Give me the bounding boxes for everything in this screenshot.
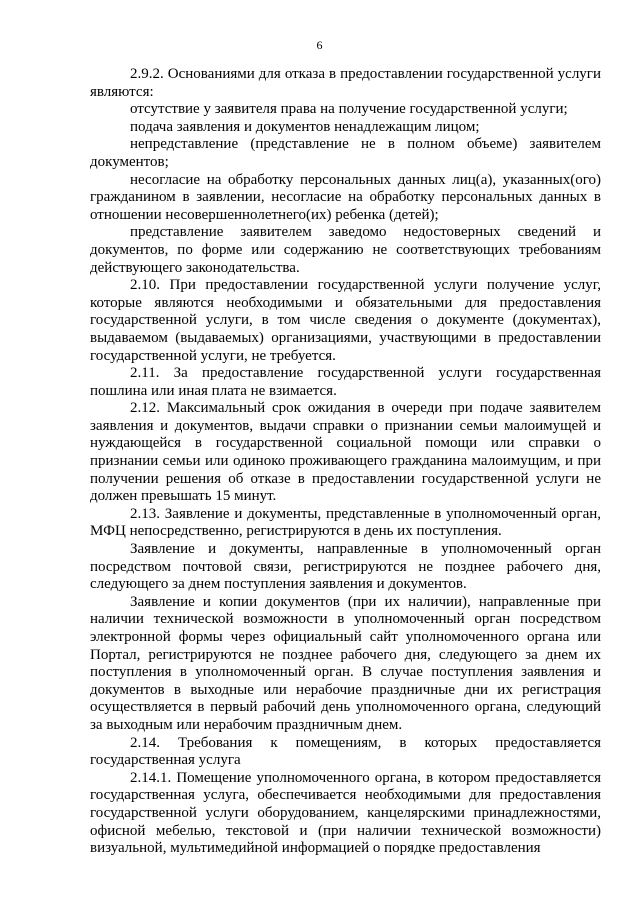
paragraph-refusal-improper-person: подача заявления и документов ненадлежащим лицом; (130, 118, 480, 135)
paragraph-2-9-2: 2.9.2. Основаниями для отказа в предоставлении государственной услуги являются: (90, 66, 601, 100)
paragraph-refusal-false-info: представление заявителем заведомо недостоверных сведений и документов, по форме или содержанию не соответствующих требованиям действующего законодательства. (90, 224, 601, 276)
paragraph-2-10: 2.10. При предоставлении государственной услуги получение услуг, которые являются необходимыми и обязательными для предоставления государственной услуги, в том числе сведения о документе (документах), выдаваемом (выдаваемых) организациями, участвующими в предоставлении государственной услуги, не требуется. (90, 277, 601, 364)
paragraph-postal-registration: Заявление и документы, направленные в уполномоченный орган посредством почтовой связи, регистрируются не позднее рабочего дня, следующего за днем поступления заявления и документов. (90, 541, 601, 593)
paragraph-2-12: 2.12. Максимальный срок ожидания в очереди при подаче заявителем заявления и документов, выдачи справки о признании семьи малоимущей и нуждающейся в государственной социальной помощи или справки о признании семьи или одиноко проживающего гражданина малоимущим, и при получении решения об отказе в предоставлении государственной услуги не должен превышать 15 минут. (90, 400, 601, 505)
paragraph-electronic-registration: Заявление и копии документов (при их наличии), направленные при наличии технической возможности в уполномоченный орган посредством электронной формы через официальный сайт уполномоченного органа или Портал, регистрируются не позднее рабочего дня, следующего за днем их поступления в уполномоченный орган. В случае поступления заявления и документов в выходные или нерабочие праздничные дни их регистрация осуществляется в первый рабочий день уполномоченного органа, следующий за выходным или нерабочим праздничным днем. (90, 593, 601, 733)
page-number: 6 (316, 38, 323, 52)
paragraph-refusal-incomplete-docs: непредставление (представление не в полном объеме) заявителем документов; (90, 136, 601, 170)
paragraph-2-14-1: 2.14.1. Помещение уполномоченного органа, в котором предоставляется государственная услуга, обеспечивается необходимыми для предоставления государственной услуги оборудованием, канцелярскими принадлежностями, офисной мебелью, текстовой и (при наличии технической возможности) визуальной, мультимедийной информацией о порядке предоставления (90, 769, 601, 857)
paragraph-2-13: 2.13. Заявление и документы, представленные в уполномоченный орган, МФЦ непосредственно, регистрируются в день их поступления. (90, 505, 601, 540)
document-body (90, 66, 601, 858)
paragraph-refusal-no-consent: несогласие на обработку персональных данных лиц(а), указанных(ого) гражданином в заявлении, несогласие на обработку персональных данных в отношении несовершеннолетнего(их) ребенка (детей); (90, 171, 601, 223)
paragraph-refusal-no-right: отсутствие у заявителя права на получение государственной услуги; (130, 101, 568, 118)
paragraph-2-11: 2.11. За предоставление государственной услуги государственная пошлина или иная плата не взимается. (90, 365, 601, 399)
paragraph-2-14: 2.14. Требования к помещениям, в которых предоставляется государственная услуга (90, 734, 601, 769)
